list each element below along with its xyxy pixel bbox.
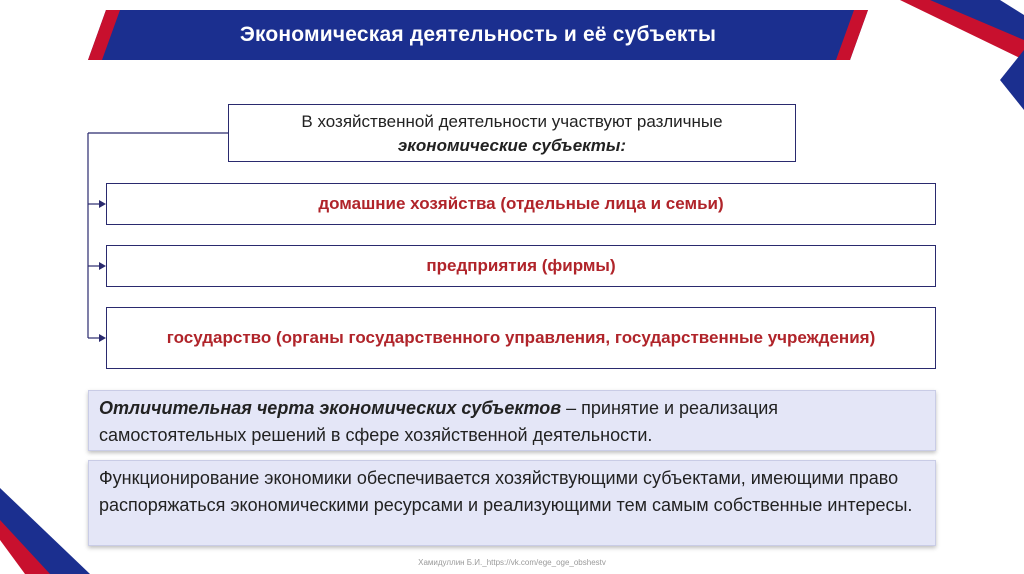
page-title: Экономическая деятельность и её субъекты — [239, 23, 717, 46]
arrow-icon — [99, 334, 106, 342]
footer-credit: Хамидуллин Б.И._https://vk.com/ege_oge_obshestv — [418, 558, 606, 567]
subject-enterprises — [106, 245, 936, 287]
arrow-icon — [99, 200, 106, 208]
feature-definition: – принятие и реализация самостоятельных решений в сфере хозяйственной деятельности. — [99, 398, 778, 445]
intro-line-1: В хозяйственной деятельности участвуют различные — [301, 112, 723, 131]
intro-line-2: экономические субъекты: — [397, 136, 627, 155]
functioning-note-text: Функционирование экономики обеспечивается хозяйствующими субъектами, имеющими право распоряжаться экономическими ресурсами и реализующими тем самым собственные интересы. — [99, 468, 913, 515]
subject-state — [106, 307, 936, 369]
subject-label: государство (органы государственного управления, государственные учреждения) — [166, 328, 876, 347]
arrow-icon — [99, 262, 106, 270]
distinctive-feature-box — [88, 390, 936, 451]
subject-label: домашние хозяйства (отдельные лица и семьи) — [318, 194, 724, 213]
subject-label: предприятия (фирмы) — [426, 256, 616, 275]
subject-households — [106, 183, 936, 225]
feature-term: Отличительная черта экономических субъектов — [99, 398, 562, 418]
functioning-note-box — [88, 460, 936, 546]
